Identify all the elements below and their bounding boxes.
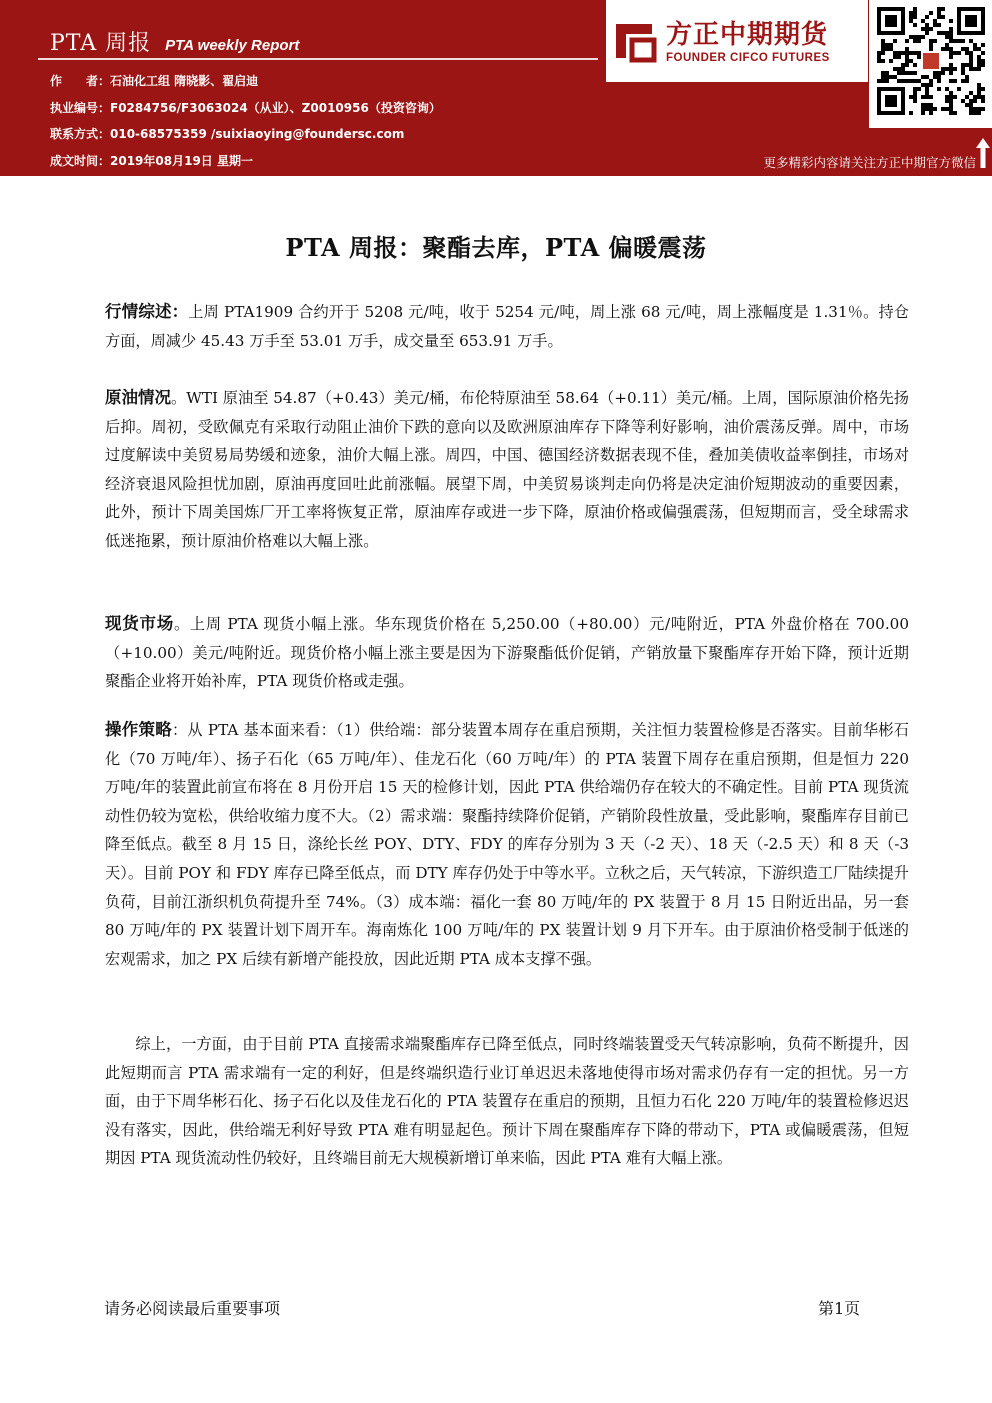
section-text: ：从 PTA 基本面来看：（1）供给端：部分装置本周存在重启预期，关注恒力装置检修是否落实。目前华彬石化（70 万吨/年）、扬子石化（65 万吨/年）、佳龙石化（60 万吨/年）的 PTA 装置下周存在重启预期，但是恒力 220 万吨/年的装置此前宣布将在 8 月份开启 15 天的检修计划，因此 PTA 供给端仍存在较大的不确定性。目前 PTA 现货流动性仍较为宽松，供给收缩力度不大。（2）需求端：聚酯持续降价促销，产销阶段性放量，受此影响，聚酯库存目前已降至低点。截至 8 月 15 日，涤纶长丝 POY、DTY、FDY 的库存分别为 3 天（-2 天）、18 天（-2.5 天）和 8 天（-3 天）。目前 POY 和 FDY 库存已降至低点，而 DTY 库存仍处于中等水平。立秋之后，天气转凉，下游织造工厂陆续提升负荷，目前江浙织机负荷提升至 74%。（3）成本端：福化一套 80 万吨/年的 PX 装置于 8 月 15 日附近出品，另一套 80 万吨/年的 PX 装置计划下周开车。海南炼化 100 万吨/年的 PX 装置计划 9 月下开车。由于原油价格受制于低迷的宏观需求，加之 PX 后续有新增产能投放，因此近期 PTA 成本支撑不强。 (105, 721, 909, 968)
section-label: 行情综述： (105, 302, 189, 321)
header-title-cn: PTA 周报 (50, 31, 152, 56)
contact-line: 联系方式：010-68575359 /suixiaoying@foundersc.com (50, 127, 405, 141)
section-label: 现货市场 (105, 614, 174, 633)
section-label: 原油情况 (105, 388, 172, 407)
company-logo (606, 0, 868, 82)
section-label: 操作策略 (105, 720, 172, 739)
header-meta (50, 68, 441, 174)
footer-notice: 请务必阅读最后重要事项 (104, 1299, 281, 1318)
qr-code-box (869, 0, 992, 128)
authors-line: 作 者：石油化工组 隋晓影、翟启迪 (50, 74, 259, 88)
document-title: PTA 周报：聚酯去库，PTA 偏暖震荡 (285, 233, 707, 262)
header-divider (38, 58, 598, 60)
follow-wechat-text: 更多精彩内容请关注方正中期官方微信 (763, 155, 976, 170)
section-text: 。上周 PTA 现货小幅上涨。华东现货价格在 5,250.00（+80.00）元/吨附近，PTA 外盘价格在 700.00（+10.00）美元/吨附近。现货价格小幅上涨主要是因为下游聚酯低价促销，产销放量下聚酯库存开始下降，预计近期聚酯企业将开始补库，PTA 现货价格或走强。 (105, 615, 909, 691)
license-line: 执业编号：F0284756/F3063024（从业）、Z0010956（投资咨询） (50, 100, 441, 115)
section-summary: 综上，一方面，由于目前 PTA 直接需求端聚酯库存已降至低点，同时终端装置受天气转凉影响，负荷不断提升，因此短期而言 PTA 需求端有一定的利好，但是终端织造行业订单迟迟未落地使得市场对需求仍存有一定的担忧。另一方面，由于下周华彬石化、扬子石化以及佳龙石化的 PTA 装置存在重启的预期，且恒力石化 220 万吨/年的装置检修迟迟没有落实，因此，供给端无利好导致 PTA 难有明显起色。预计下周在聚酯库存下降的带动下，PTA 或偏暖震荡，但短期因 PTA 现货流动性仍较好，且终端目前无大规模新增订单来临，因此 PTA 难有大幅上涨。 (105, 1035, 909, 1168)
page-number: 第1页 (818, 1299, 861, 1318)
report-header (0, 0, 992, 176)
section-text: 。WTI 原油至 54.87（+0.43）美元/桶，布伦特原油至 58.64（+0.11）美元/桶。上周，国际原油价格先扬后抑。周初，受欧佩克有采取行动阻止油价下跌的意向以及欧洲原油库存下降等利好影响，油价震荡反弹。周中，市场过度解读中美贸易局势缓和迹象，油价大幅上涨。周四，中国、德国经济数据表现不佳，叠加美债收益率倒挂，市场对经济衰退风险担忧加剧，原油再度回吐此前涨幅。展望下周，中美贸易谈判走向仍将是决定油价短期波动的重要因素，此外，预计下周美国炼厂开工率将恢复正常，原油库存或进一步下降，原油价格或偏强震荡，但短期而言，受全球需求低迷拖累，预计原油价格难以大幅上涨。 (105, 389, 909, 550)
header-title-row (50, 26, 299, 57)
logo-text-en: FOUNDER CIFCO FUTURES (666, 52, 830, 64)
date-line: 成文时间：2019年08月19日 星期一 (50, 153, 253, 168)
arrow-up-icon (976, 138, 990, 168)
qr-code-icon (877, 6, 985, 116)
founder-logo-icon (612, 18, 658, 64)
section-strategy (105, 716, 909, 973)
logo-text-cn: 方正中期期货 (666, 20, 829, 50)
section-market-overview (105, 298, 909, 355)
section-spot-market (105, 610, 909, 696)
header-title-en: PTA weekly Report (165, 37, 300, 54)
section-crude-oil (105, 384, 909, 556)
section-text: 上周 PTA1909 合约开于 5208 元/吨，收于 5254 元/吨，周上涨 68 元/吨，周上涨幅度是 1.31％。持仓方面，周减少 45.43 万手至 53.01 万手，成交量至 653.91 万手。 (105, 303, 909, 350)
